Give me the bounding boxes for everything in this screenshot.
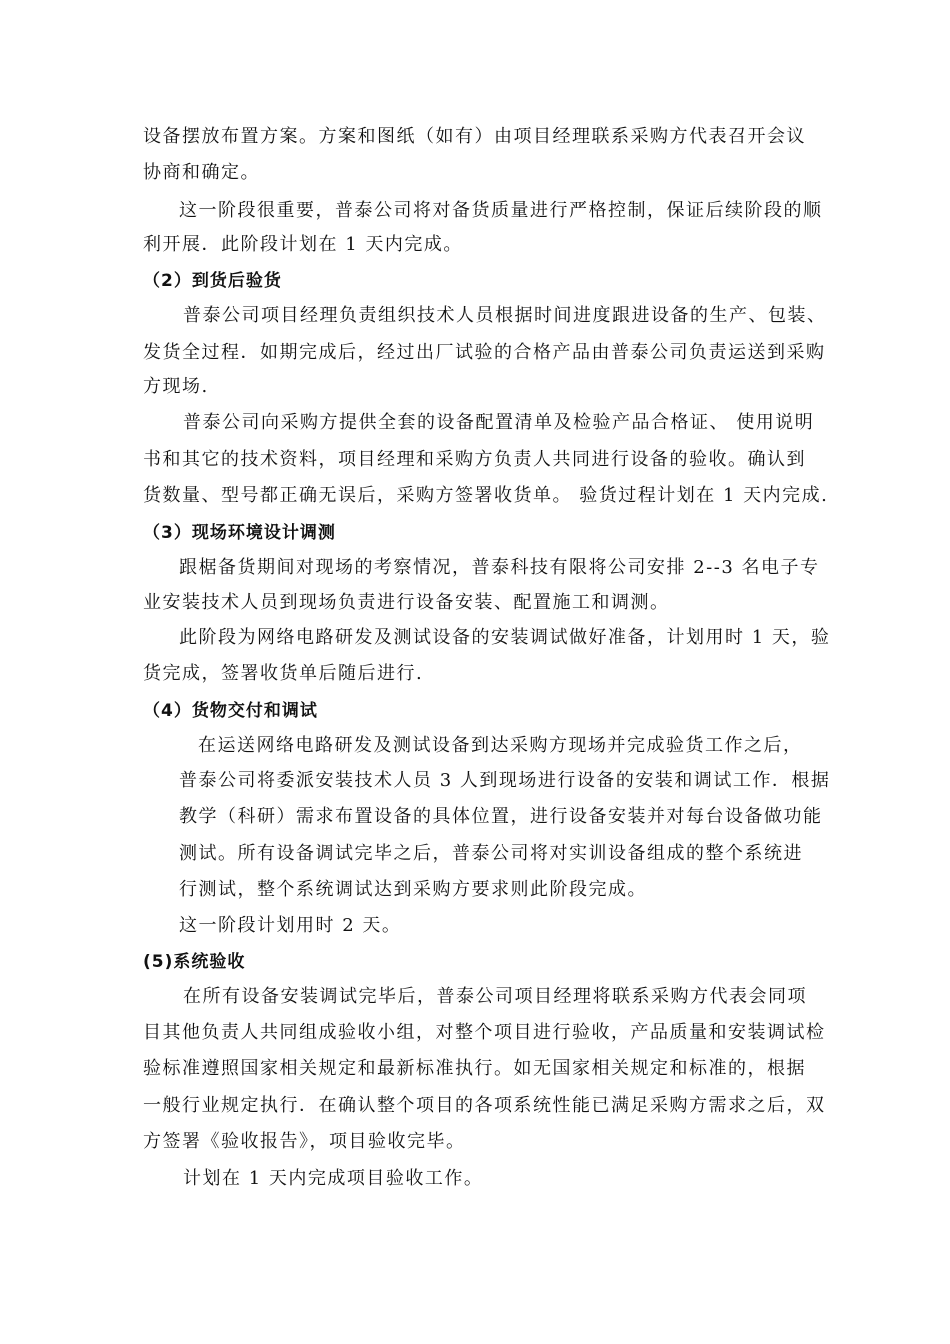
text-line: 行测试，整个系统调试达到采购方要求则此阶段完成。 [179,879,647,900]
text-line: 方签署《验收报告》，项目验收完毕。 [143,1131,466,1152]
text-line: 普泰公司向采购方提供全套的设备配置清单及检验产品合格证、 使用说明 [183,412,815,433]
text-line: 协商和确定。 [143,162,260,183]
text-line: 书和其它的技术资料，项目经理和采购方负责人共同进行设备的验收。确认到 [143,449,806,470]
section-heading-2: （2）到货后验货 [143,271,282,291]
text-line: 货完成，签署收货单后随后进行. [143,663,424,684]
section-heading-3: （3）现场环境设计调测 [143,523,336,543]
text-line: 验标准遵照国家相关规定和最新标准执行。如无国家相关规定和标准的，根据 [143,1058,806,1079]
text-line: 货数量、型号都正确无误后，采购方签署收货单。 验货过程计划在 1 天内完成. [143,485,829,506]
text-line: 普泰公司将委派安装技术人员 3 人到现场进行设备的安装和调试工作．根据 [179,770,831,791]
text-line: 这一阶段很重要，普泰公司将对备货质量进行严格控制，保证后续阶段的顺 [179,200,823,221]
text-line: 方现场. [143,376,209,397]
text-line: 发货全过程．如期完成后，经过出厂试验的合格产品由普泰公司负责运送到采购 [143,342,826,363]
text-line: 设备摆放布置方案。方案和图纸（如有）由项目经理联系采购方代表召开会议 [143,126,806,147]
text-line: 计划在 1 天内完成项目验收工作。 [183,1168,484,1189]
text-line: 此阶段为网络电路研发及测试设备的安装调试做好准备，计划用时 1 天，验 [179,627,831,648]
text-line: 教学（科研）需求布置设备的具体位置，进行设备安装并对每台设备做功能 [179,806,823,827]
text-line: 在所有设备安装调试完毕后，普泰公司项目经理将联系采购方代表会同项 [183,986,807,1007]
section-heading-5: (5)系统验收 [143,952,246,972]
section-heading-4: （4）货物交付和调试 [143,701,318,721]
text-line: 利开展．此阶段计划在 1 天内完成。 [143,234,463,255]
text-line: 测试。所有设备调试完毕之后，普泰公司将对实训设备组成的整个系统进 [179,843,803,864]
text-line: 业安装技术人员到现场负责进行设备安装、配置施工和调测。 [143,592,670,613]
text-line: 一般行业规定执行．在确认整个项目的各项系统性能已满足采购方需求之后，双 [143,1095,826,1116]
text-line: 这一阶段计划用时 2 天。 [179,915,402,936]
text-line: 在运送网络电路研发及测试设备到达采购方现场并完成验货工作之后， [198,735,803,756]
text-line: 跟椐备货期间对现场的考察情况，普泰科技有限将公司安排 2--3 名电子专 [179,557,820,578]
text-line: 普泰公司项目经理负责组织技术人员根据时间进度跟进设备的生产、包装、 [183,305,827,326]
text-line: 目其他负责人共同组成验收小组，对整个项目进行验收，产品质量和安装调试检 [143,1022,826,1043]
